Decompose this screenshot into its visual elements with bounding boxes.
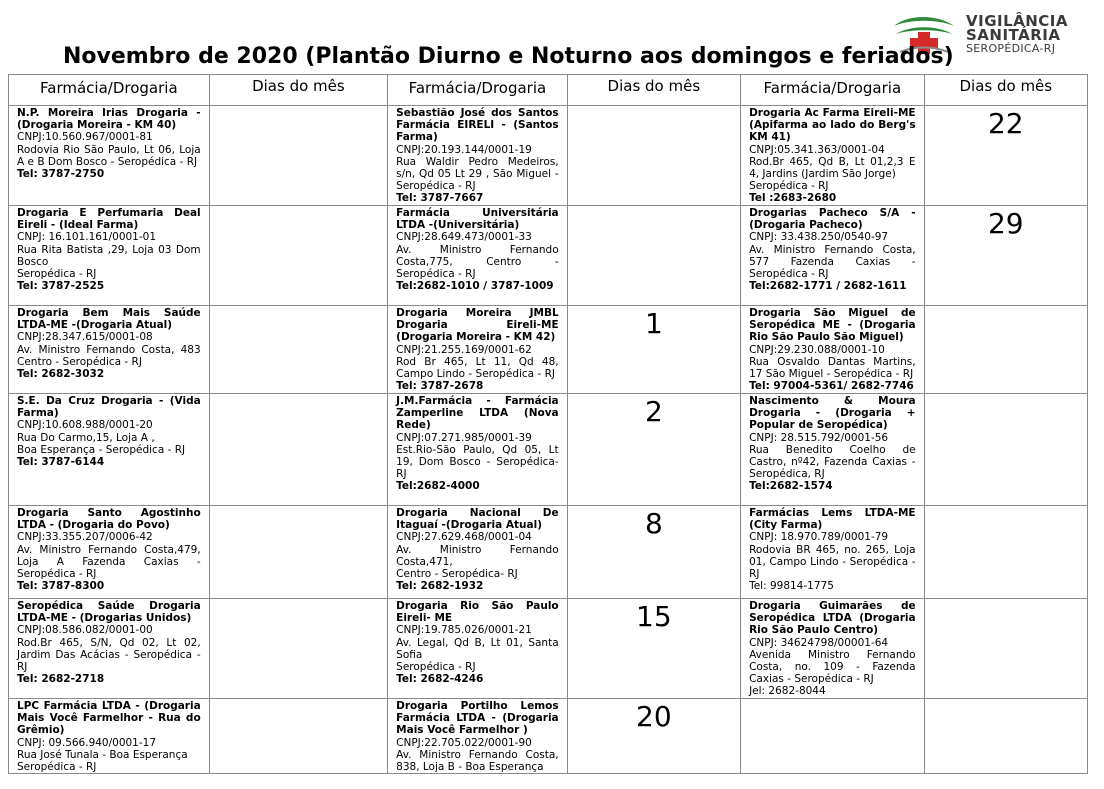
pharmacy-phone: Tel:2682-1574 bbox=[749, 480, 833, 493]
pharmacy-phone: Tel: 3787-2678 bbox=[396, 380, 484, 393]
pharmacy-phone: Tel: 3787-2750 bbox=[17, 168, 105, 181]
pharmacy-detail: Rua Rita Batista ,29, Loja 03 Dom Bosco bbox=[17, 243, 201, 268]
pharmacy-name: N.P. Moreira Irias Drogaria - (Drogaria Moreira - KM 40) bbox=[17, 107, 201, 132]
pharmacy-cell bbox=[741, 206, 925, 306]
pharmacy-cell bbox=[388, 306, 567, 394]
pharmacy-phone: Tel: 3787-6144 bbox=[17, 456, 105, 469]
pharmacy-detail: Boa Esperança - Seropédica - RJ bbox=[17, 443, 186, 456]
pharmacy-cell bbox=[9, 599, 210, 699]
pharmacy-name: Drogaria Nacional De Itaguaí -(Drogaria Atual) bbox=[396, 507, 559, 532]
table-row bbox=[9, 394, 1088, 506]
header-pharmacy-2: Farmácia/Drogaria bbox=[388, 75, 567, 106]
pharmacy-name: Drogaria Bem Mais Saúde LTDA-ME -(Drogaria Atual) bbox=[17, 307, 201, 332]
pharmacy-detail: Rua Waldir Pedro Medeiros, s/n, Qd 05 Lt 29 , São Miguel - Seropédica - RJ bbox=[396, 155, 559, 193]
pharmacy-name: Drogaria Ac Farma Eireli-ME (Apifarma ao lado do Berg's KM 41) bbox=[749, 107, 916, 144]
table-row bbox=[9, 206, 1088, 306]
pharmacy-name: Drogaria Rio São Paulo Eireli- ME bbox=[396, 600, 559, 625]
pharmacy-detail: Rod.Br 465, S/N, Qd 02, Lt 02, Jardim Das Acácias - Seropédica - RJ bbox=[17, 636, 201, 674]
pharmacy-phone: Tel: 3787-8300 bbox=[17, 580, 105, 593]
pharmacy-detail: CNPJ:28.649.473/0001-33 bbox=[396, 231, 532, 244]
pharmacy-name: S.E. Da Cruz Drogaria - (Vida Farma) bbox=[17, 395, 201, 420]
logo-line-1: VIGILÂNCIA bbox=[966, 12, 1069, 30]
pharmacy-detail: Av. Ministro Fernando Costa, 483 Centro - Seropédica - RJ bbox=[17, 343, 201, 368]
pharmacy-detail: Av. Ministro Fernando Costa,479, Loja A Fazenda Caxias - Seropédica - RJ bbox=[17, 543, 201, 581]
duty-schedule-table bbox=[8, 74, 1088, 774]
pharmacy-detail: Jel: 2682-8044 bbox=[749, 685, 826, 698]
duty-day-cell bbox=[924, 599, 1087, 699]
duty-day-cell: 20 bbox=[567, 699, 740, 774]
pharmacy-name: Sebastião José dos Santos Farmácia EIRELI - (Santos Farma) bbox=[396, 107, 559, 144]
table-row bbox=[9, 306, 1088, 394]
pharmacy-cell bbox=[741, 506, 925, 599]
pharmacy-detail: CNPJ:07.271.985/0001-39 bbox=[396, 431, 532, 444]
pharmacy-cell bbox=[741, 699, 925, 774]
pharmacy-phone: Tel: 2682-2718 bbox=[17, 673, 105, 686]
page-title: Novembro de 2020 (Plantão Diurno e Noturno aos domingos e feriados) bbox=[63, 44, 954, 69]
pharmacy-detail: Av. Ministro Fernando Costa,775, Centro - Seropédica - RJ bbox=[396, 243, 559, 281]
pharmacy-detail: CNPJ:05.341.363/0001-04 bbox=[749, 143, 885, 156]
table-row bbox=[9, 506, 1088, 599]
pharmacy-cell bbox=[741, 306, 925, 394]
pharmacy-detail: CNPJ: 18.970.789/0001-79 bbox=[749, 531, 889, 544]
duty-day-cell: 29 bbox=[924, 206, 1087, 306]
pharmacy-cell bbox=[741, 599, 925, 699]
duty-day-cell bbox=[924, 699, 1087, 774]
pharmacy-detail: Seropédica - RJ bbox=[17, 761, 97, 774]
pharmacy-phone: Tel: 3787-2525 bbox=[17, 280, 105, 293]
pharmacy-detail: Rodovia Rio São Paulo, Lt 06, Loja A e B Dom Bosco - Seropédica - RJ bbox=[17, 143, 201, 168]
pharmacy-detail: CNPJ: 09.566.940/0001-17 bbox=[17, 736, 157, 749]
pharmacy-detail: CNPJ:08.586.082/0001-00 bbox=[17, 624, 153, 637]
pharmacy-detail: Av. Ministro Fernando Costa, 838, Loja B - Boa Esperança bbox=[396, 748, 559, 774]
pharmacy-detail: Rod.Br 465, Qd B, Lt 01,2,3 E 4, Jardins (Jardim São Jorge) bbox=[749, 155, 916, 181]
pharmacy-name: Farmácias Lems LTDA-ME (City Farma) bbox=[749, 507, 916, 532]
pharmacy-detail: Av. Ministro Fernando Costa,471, bbox=[396, 543, 559, 568]
pharmacy-cell bbox=[388, 506, 567, 599]
pharmacy-detail: Rua Do Carmo,15, Loja A , bbox=[17, 431, 155, 444]
pharmacy-detail: CNPJ:27.629.468/0001-04 bbox=[396, 531, 532, 544]
pharmacy-detail: CNPJ:22.705.022/0001-90 bbox=[396, 736, 532, 749]
duty-day-cell bbox=[567, 206, 740, 306]
pharmacy-detail: CNPJ: 33.438.250/0540-97 bbox=[749, 231, 889, 244]
header-pharmacy-3: Farmácia/Drogaria bbox=[741, 75, 925, 106]
pharmacy-detail: CNPJ:19.785.026/0001-21 bbox=[396, 624, 532, 637]
logo-line-3: SEROPÉDICA-RJ bbox=[966, 42, 1056, 55]
duty-day-cell bbox=[924, 306, 1087, 394]
pharmacy-cell bbox=[388, 394, 567, 506]
duty-day-cell: 15 bbox=[567, 599, 740, 699]
table-header-row bbox=[9, 75, 1088, 106]
pharmacy-detail: CNPJ:33.355.207/0006-42 bbox=[17, 531, 153, 544]
pharmacy-phone: Tel: 2682-3032 bbox=[17, 368, 105, 381]
pharmacy-detail: Seropédica - RJ bbox=[749, 180, 829, 193]
pharmacy-detail: Rua Benedito Coelho de Castro, nº42, Fazenda Caxias - Seropédica, RJ bbox=[749, 443, 916, 481]
pharmacy-detail: Rod Br 465, Lt 11, Qd 48, Campo Lindo - Seropédica - RJ bbox=[396, 355, 559, 381]
pharmacy-detail: CNPJ:28.347.615/0001-08 bbox=[17, 331, 153, 344]
pharmacy-name: Drogaria Moreira JMBL Drogaria Eireli-ME (Drogaria Moreira - KM 42) bbox=[396, 307, 559, 344]
pharmacy-detail: CNPJ:21.255.169/0001-62 bbox=[396, 343, 532, 356]
pharmacy-cell bbox=[9, 506, 210, 599]
pharmacy-name: Nascimento & Moura Drogaria - (Drogaria + Popular de Seropédica) bbox=[749, 395, 916, 432]
pharmacy-name: Drogaria Portilho Lemos Farmácia LTDA - (Drogaria Mais Você Farmelhor ) bbox=[396, 700, 559, 737]
pharmacy-detail: Seropédica - RJ bbox=[396, 661, 476, 674]
header-pharmacy-1: Farmácia/Drogaria bbox=[9, 75, 210, 106]
pharmacy-detail: CNPJ: 34624798/00001-64 bbox=[749, 636, 889, 649]
pharmacy-detail: CNPJ:29.230.088/0001-10 bbox=[749, 343, 885, 356]
header-days-2: Dias do mês bbox=[567, 75, 740, 106]
pharmacy-phone: Tel:2682-1771 / 2682-1611 bbox=[749, 280, 907, 293]
pharmacy-phone: Tel: 3787-7667 bbox=[396, 192, 484, 205]
duty-day-cell bbox=[924, 394, 1087, 506]
pharmacy-cell bbox=[9, 699, 210, 774]
pharmacy-detail: Rodovia BR 465, no. 265, Loja 01, Campo Lindo - Seropédica - RJ bbox=[749, 543, 916, 581]
table-row bbox=[9, 106, 1088, 206]
header-days-3: Dias do mês bbox=[924, 75, 1087, 106]
pharmacy-name: Seropédica Saúde Drogaria LTDA-ME - (Drogarias Unidos) bbox=[17, 600, 201, 625]
pharmacy-detail: Av. Ministro Fernando Costa, 577 Fazenda Caxias - Seropédica - RJ bbox=[749, 243, 916, 281]
pharmacy-cell bbox=[9, 206, 210, 306]
pharmacy-phone: Tel:2682-1010 / 3787-1009 bbox=[396, 280, 554, 293]
pharmacy-detail: CNPJ:10.608.988/0001-20 bbox=[17, 419, 153, 432]
pharmacy-cell bbox=[741, 106, 925, 206]
pharmacy-detail: CNPJ: 16.101.161/0001-01 bbox=[17, 231, 157, 244]
pharmacy-cell bbox=[741, 394, 925, 506]
pharmacy-name: Drogaria E Perfumaria Deal Eireli - (Ideal Farma) bbox=[17, 207, 201, 232]
pharmacy-name: Farmácia Universitária LTDA -(Universitária) bbox=[396, 207, 559, 232]
duty-day-cell bbox=[209, 394, 387, 506]
duty-day-cell bbox=[209, 106, 387, 206]
pharmacy-cell bbox=[388, 599, 567, 699]
duty-day-cell: 8 bbox=[567, 506, 740, 599]
duty-day-cell bbox=[209, 699, 387, 774]
pharmacy-phone: Tel: 2682-4246 bbox=[396, 673, 484, 686]
table-row bbox=[9, 699, 1088, 774]
duty-day-cell bbox=[209, 306, 387, 394]
pharmacy-detail: Est.Rio-São Paulo, Qd 05, Lt 19, Dom Bosco - Seropédica-RJ bbox=[396, 443, 559, 481]
duty-day-cell bbox=[924, 506, 1087, 599]
pharmacy-cell bbox=[9, 394, 210, 506]
pharmacy-detail: Tel: 99814-1775 bbox=[749, 580, 834, 593]
header-days-1: Dias do mês bbox=[209, 75, 387, 106]
pharmacy-detail: Av. Legal, Qd B, Lt 01, Santa Sofia bbox=[396, 636, 559, 661]
duty-day-cell bbox=[209, 206, 387, 306]
pharmacy-name: LPC Farmácia LTDA - (Drogaria Mais Você Farmelhor - Rua do Grêmio) bbox=[17, 700, 201, 737]
duty-day-cell bbox=[209, 599, 387, 699]
logo-line-2: SANITÁRIA bbox=[966, 26, 1061, 44]
duty-day-cell bbox=[567, 106, 740, 206]
pharmacy-cell bbox=[388, 106, 567, 206]
duty-day-cell: 22 bbox=[924, 106, 1087, 206]
pharmacy-cell bbox=[388, 699, 567, 774]
pharmacy-detail: Rua José Tunala - Boa Esperança bbox=[17, 748, 188, 761]
duty-day-cell: 1 bbox=[567, 306, 740, 394]
pharmacy-name: Drogarias Pacheco S/A - (Drogaria Pacheco) bbox=[749, 207, 916, 232]
pharmacy-cell bbox=[9, 306, 210, 394]
pharmacy-detail: Avenida Ministro Fernando Costa, no. 109 - Fazenda Caxias - Seropédica - RJ bbox=[749, 648, 916, 686]
pharmacy-name: Drogaria Guimarães de Seropédica LTDA (Drogaria Rio São Paulo Centro) bbox=[749, 600, 916, 637]
pharmacy-phone: Tel: 2682-1932 bbox=[396, 580, 484, 593]
pharmacy-detail: CNPJ:10.560.967/0001-81 bbox=[17, 131, 153, 144]
duty-day-cell bbox=[209, 506, 387, 599]
pharmacy-name: J.M.Farmácia - Farmácia Zamperline LTDA (Nova Rede) bbox=[396, 395, 559, 432]
pharmacy-detail: Seropédica - RJ bbox=[17, 268, 97, 281]
pharmacy-phone: Tel: 97004-5361/ 2682-7746 bbox=[749, 380, 914, 393]
pharmacy-phone: Tel:2682-4000 bbox=[396, 480, 480, 493]
pharmacy-detail: Centro - Seropédica- RJ bbox=[396, 568, 518, 581]
pharmacy-detail: Rua Osvaldo Dantas Martins, 17 São Miguel - Seropédica - RJ bbox=[749, 355, 916, 381]
duty-day-cell: 2 bbox=[567, 394, 740, 506]
pharmacy-phone: Tel :2683-2680 bbox=[749, 192, 837, 205]
pharmacy-cell bbox=[9, 106, 210, 206]
pharmacy-name: Drogaria Santo Agostinho LTDA - (Drogaria do Povo) bbox=[17, 507, 201, 532]
pharmacy-detail: CNPJ:20.193.144/0001-19 bbox=[396, 143, 532, 156]
pharmacy-detail: CNPJ: 28.515.792/0001-56 bbox=[749, 431, 889, 444]
pharmacy-cell bbox=[388, 206, 567, 306]
pharmacy-name: Drogaria São Miguel de Seropédica ME - (Drogaria Rio São Paulo São Miguel) bbox=[749, 307, 916, 344]
table-row bbox=[9, 599, 1088, 699]
